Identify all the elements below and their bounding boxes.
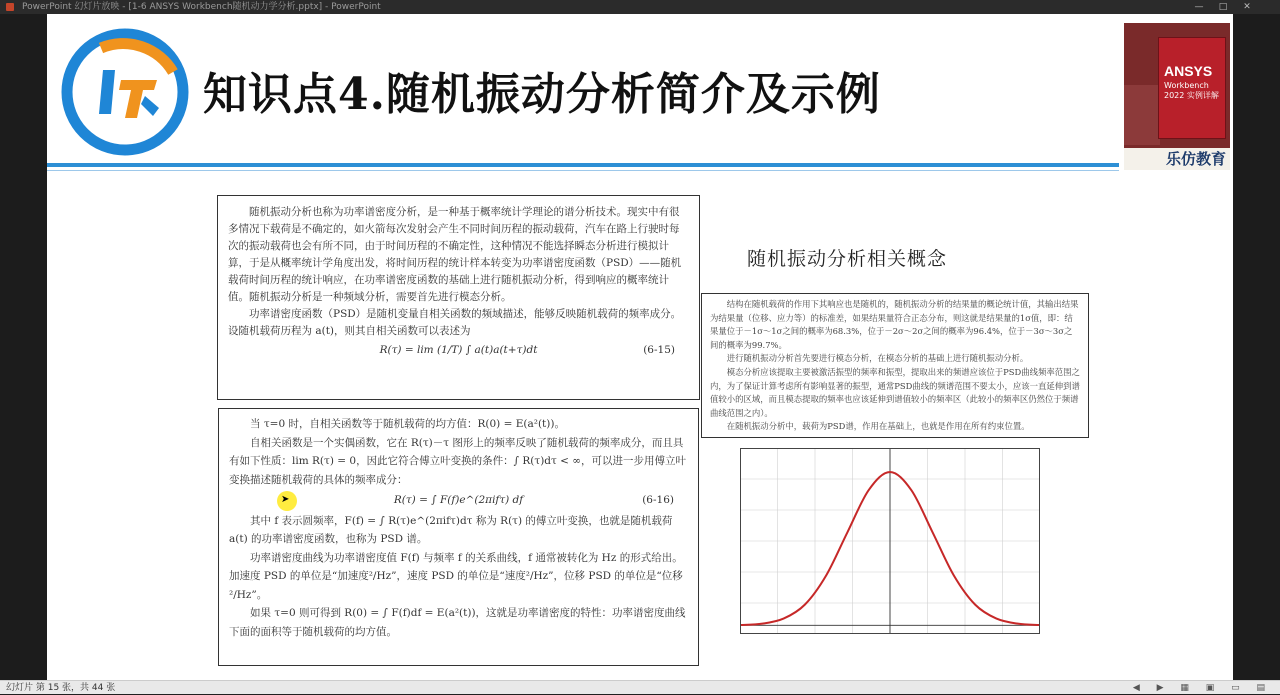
mouse-cursor-highlight xyxy=(277,491,297,511)
status-bar xyxy=(0,680,1280,694)
paragraph: 随机振动分析也称为功率谱密度分析，是一种基于概率统计学理论的谱分析技术。现实中有很多情况下载荷是不确定的，如火箭每次发射会产生不同时间历程的振动载荷，汽车在路上行驶时每次的振动载荷也会有所不同，由于时间历程的不确定性，这种情况不能选择瞬态分析进行模拟计算，于是从概率统计学角度出发，将时间历程的统计样本转变为功率谱密度函数（PSD）——随机载荷时间历程的统计响应，在功率谱密度函数的基础上进行随机振动分析，得到响应的概率统计值。随机振动分析是一种频域分析，需要首先进行模态分析。 xyxy=(228,206,682,303)
maximize-button[interactable]: □ xyxy=(1218,2,1228,12)
brand-logo-icon xyxy=(61,28,189,156)
slide-canvas[interactable] xyxy=(47,14,1233,680)
slideshow-margin-right xyxy=(1233,14,1280,680)
equation-6-16 xyxy=(229,491,688,510)
window-title: PowerPoint 幻灯片放映 - [1-6 ANSYS Workbench随机动力学分析.pptx] - PowerPoint xyxy=(22,2,381,12)
paragraph: 如果 τ=0 则可得到 R(0) = ∫ F(f)df = E(a²(t))，这就是功率谱密度的特性：功率谱密度曲线下面的面积等于随机载荷的均方值。 xyxy=(229,607,686,638)
view-controls[interactable]: ◀ ▶ ▦ ▣ ▭ ▤ xyxy=(1132,683,1272,693)
slide-title: 知识点4.随机振动分析简介及示例 xyxy=(203,69,881,120)
cursor-arrow-icon: ➤ xyxy=(281,494,290,505)
title-divider-thin xyxy=(47,170,1119,171)
equation-number: (6-15) xyxy=(643,344,675,356)
book-stack xyxy=(1124,85,1160,145)
minimize-button[interactable]: — xyxy=(1194,2,1204,12)
text-panel-autocorrelation xyxy=(218,408,699,666)
equation-text: R(τ) = lim (1/T) ∫ a(t)a(t+τ)dt xyxy=(379,344,538,356)
book-title: ANSYS xyxy=(1164,63,1213,79)
slide-counter: 幻灯片 第 15 张，共 44 张 xyxy=(6,683,116,693)
paragraph: 功率谱密度曲线为功率谱密度值 F(f) 与频率 f 的关系曲线，f 通常被转化为 Hz 的形式给出。加速度 PSD 的单位是“加速度²/Hz”，速度 PSD 的单位是“速度²/Hz”，位移 PSD 的单位是“位移²/Hz”。 xyxy=(229,551,683,601)
paragraph: 当 τ=0 时，自相关函数等于随机载荷的均方值：R(0) = E(a²(t))。 xyxy=(250,418,565,430)
paragraph: 自相关函数是一个实偶函数，它在 R(τ)－τ 图形上的频率反映了随机载荷的频率成分，而且具有如下性质：lim R(τ) = 0，因此它符合傅立叶变换的条件：∫ R(τ)dτ < ∞，可以进一步用傅立叶变换描述随机载荷的具体的频率成分： xyxy=(229,436,687,486)
book-subtitle: Workbench 2022 实例详解 xyxy=(1164,81,1219,100)
window-titlebar xyxy=(0,0,1280,14)
title-divider xyxy=(47,163,1119,167)
equation-6-15 xyxy=(228,342,689,359)
slideshow-margin-left xyxy=(0,14,47,680)
psd-bell-curve-chart xyxy=(740,448,1040,634)
paragraph: 其中 f 表示圆频率，F(f) = ∫ R(τ)e^(2πifτ)dτ 称为 R(τ) 的傅立叶变换，也就是随机载荷 a(t) 的功率谱密度函数，也称为 PSD 谱。 xyxy=(229,514,673,545)
brand-name: 乐仿教育 xyxy=(1124,148,1230,170)
section-heading: 随机振动分析相关概念 xyxy=(747,248,948,270)
paragraph: 结构在随机载荷的作用下其响应也是随机的，随机振动分析的结果量的概论统计值，其输出结果为结果量（位移、应力等）的标准差，如果结果量符合正态分布，则这就是结果量的1σ值，即：结果量位于－1σ～1σ之间的概率为68.3%，位于－2σ～2σ之间的概率为96.4%，位于－3σ～3σ之间的概率为99.7%。 xyxy=(710,299,1079,350)
paragraph: 在随机振动分析中，载荷为PSD谱，作用在基础上，也就是作用在所有约束位置。 xyxy=(726,421,1030,432)
close-button[interactable]: ✕ xyxy=(1243,2,1251,12)
text-panel-psd-intro xyxy=(217,195,700,400)
equation-number: (6-16) xyxy=(642,494,674,506)
powerpoint-icon xyxy=(6,3,14,11)
equation-text: R(τ) = ∫ F(f)e^(2πifτ) df xyxy=(393,494,524,506)
paragraph: 功率谱密度函数（PSD）是随机变量自相关函数的频域描述，能够反映随机载荷的频率成分。设随机载荷历程为 a(t)，则其自相关函数可以表述为 xyxy=(228,308,682,337)
paragraph: 模态分析应该提取主要被激活振型的频率和振型，提取出来的频谱应该位于PSD曲线频率范围之内，为了保证计算考虑所有影响显著的振型，通常PSD曲线的频谱范围不要太小，应该一直延伸到谱值较小的区域，而且模态提取的频率也应该延伸到谱值较小的频率区（此较小的频率区仍然位于频谱曲线范围之内）。 xyxy=(710,366,1080,418)
text-panel-concepts xyxy=(701,293,1089,438)
paragraph: 进行随机振动分析首先要进行模态分析，在模态分析的基础上进行随机振动分析。 xyxy=(726,353,1029,364)
